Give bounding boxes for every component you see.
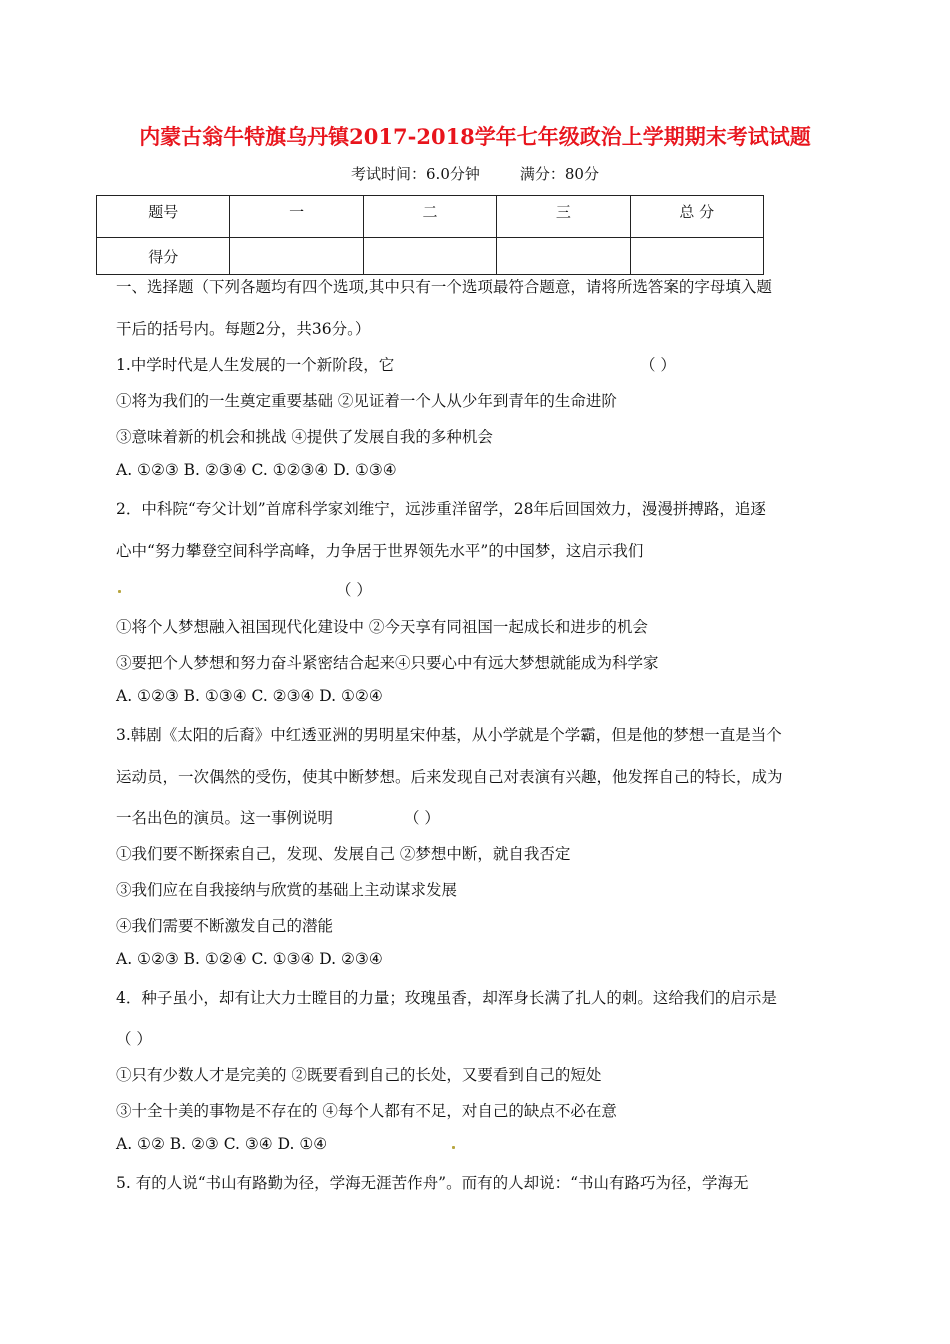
- question-stem: 2．中科院“夸父计划”首席科学家刘维宁，远涉重洋留学，28年后回国效力，漫漫拼搏路，追逐: [116, 500, 766, 518]
- question-option-line: ③我们应在自我接纳与欣赏的基础上主动谋求发展: [116, 881, 458, 899]
- question-stem: 运动员，一次偶然的受伤，使其中断梦想。后来发现自己对表演有兴趣，他发挥自己的特长，成为: [116, 768, 783, 786]
- question-stem: 4．种子虽小，却有让大力士瞠目的力量；玫瑰虽香，却浑身长满了扎人的刺。这给我们的启示是: [116, 989, 777, 1007]
- section-instruction: 一、选择题（下列各题均有四个选项,其中只有一个选项最符合题意，请将所选答案的字母填入题: [116, 278, 772, 296]
- exam-time: 考试时间：6.0分钟: [351, 165, 480, 183]
- question-option-line: ③十全十美的事物是不存在的 ④每个人都有不足，对自己的缺点不必在意: [116, 1102, 617, 1120]
- question-option-line: ④我们需要不断激发自己的潜能: [116, 917, 334, 935]
- question-option-line: ①将个人梦想融入祖国现代化建设中 ②今天享有同祖国一起成长和进步的机会: [116, 618, 648, 636]
- question-option-line: ③意味着新的机会和挑战 ④提供了发展自我的多种机会: [116, 428, 493, 446]
- question-option-line: ①只有少数人才是完美的 ②既要看到自己的长处，又要看到自己的短处: [116, 1066, 602, 1084]
- question-option-line: ①将为我们的一生奠定重要基础 ②见证着一个人从少年到青年的生命进阶: [116, 392, 617, 410]
- score-cell: [497, 238, 630, 275]
- answer-paren: （ ）: [404, 809, 440, 827]
- question-stem: 5. 有的人说“书山有路勤为径，学海无涯苦作舟”。而有的人却说：“书山有路巧为径，学海无: [116, 1174, 749, 1192]
- score-table-header-row: [97, 196, 764, 238]
- score-cell: [630, 238, 763, 275]
- answer-choices: A. ①②③ B. ①②④ C. ①③④ D. ②③④: [116, 950, 383, 968]
- score-table: [96, 195, 764, 275]
- question-stem: 1.中学时代是人生发展的一个新阶段，它: [116, 356, 395, 374]
- score-table-score-row: [97, 238, 764, 275]
- scan-mark: [118, 590, 121, 593]
- score-header-cell: 一: [230, 196, 363, 238]
- question-stem: 一名出色的演员。这一事例说明: [116, 809, 334, 827]
- score-cell: [363, 238, 496, 275]
- full-score: 满分：80分: [519, 165, 599, 183]
- score-row-label: 得分: [97, 238, 230, 275]
- answer-paren: （ ）: [116, 1030, 152, 1048]
- score-cell: [230, 238, 363, 275]
- score-header-cell: 二: [363, 196, 496, 238]
- score-header-cell: 总 分: [630, 196, 763, 238]
- scan-mark: [452, 1146, 455, 1149]
- exam-info: [0, 163, 950, 184]
- score-header-cell: 三: [497, 196, 630, 238]
- question-option-line: ③要把个人梦想和努力奋斗紧密结合起来④只要心中有远大梦想就能成为科学家: [116, 654, 659, 672]
- question-option-line: ①我们要不断探索自己，发现、发展自己 ②梦想中断，就自我否定: [116, 845, 571, 863]
- exam-title: 内蒙古翁牛特旗乌丹镇2017-2018学年七年级政治上学期期末考试试题: [139, 124, 811, 149]
- section-instruction: 干后的括号内。每题2分，共36分。）: [116, 320, 371, 338]
- question-stem: 心中“努力攀登空间科学高峰，力争居于世界领先水平”的中国梦，这启示我们: [116, 542, 644, 560]
- answer-choices: A. ①②③ B. ②③④ C. ①②③④ D. ①③④: [116, 461, 397, 479]
- answer-paren: （ ）: [640, 356, 676, 374]
- answer-choices: A. ①②③ B. ①③④ C. ②③④ D. ①②④: [116, 687, 383, 705]
- question-stem: 3.韩剧《太阳的后裔》中红透亚洲的男明星宋仲基，从小学就是个学霸，但是他的梦想一直是当个: [116, 726, 782, 744]
- score-header-cell: 题号: [97, 196, 230, 238]
- answer-choices: A. ①② B. ②③ C. ③④ D. ①④: [116, 1135, 328, 1153]
- answer-paren: （ ）: [336, 581, 372, 599]
